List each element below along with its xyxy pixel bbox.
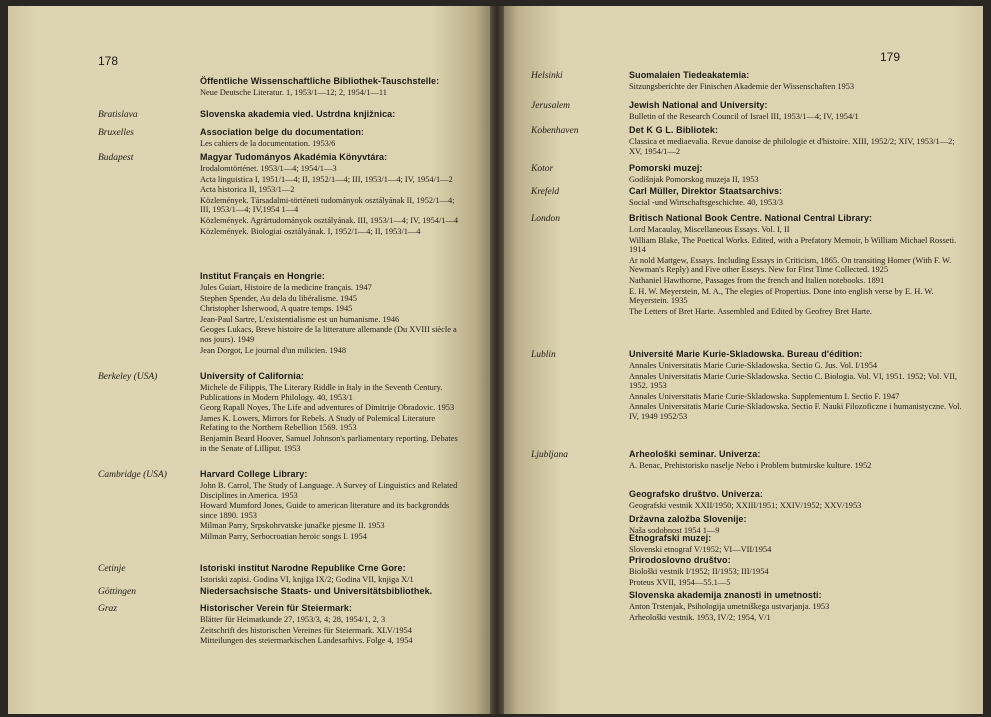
publication-item: Bulletin of the Research Council of Israel III, 1953/1—4; IV, 1954/1 [629,112,859,121]
publication-item: Biološki vestnik I/1952; II/1953; III/1954 [629,567,769,576]
publication-item: Naša sodobnost 1954 1—9 [629,526,720,535]
place-label: Kobenhaven [531,126,579,136]
catalog-entry [629,70,964,92]
publication-item: Jules Guiart, Histoire de la medicine français. 1947 [200,283,372,292]
place-label: Helsinki [531,71,563,81]
publication-item: Neue Deutsche Literatur. 1, 1953/1—12; 2, 1954/1—11 [200,88,387,97]
institution-heading: Magyar Tudományos Akadémia Könyvtára: [200,152,388,162]
institution-heading: Université Marie Kurie-Skladowska. Bureau d'édition: [629,349,863,359]
catalog-entry [629,590,964,622]
institution-heading: Etnografski muzej: [629,533,712,543]
publication-item: Arheološki vestnik. 1953, IV/2; 1954, V/1 [629,612,771,622]
catalog-entry [200,371,466,453]
publication-item: Proteus XVII, 1954—55.1—5 [629,577,731,587]
institution-heading: Državna založba Slovenije: [629,514,747,524]
institution-heading: Carl Müller, Direktor Staatsarchivs: [629,186,783,196]
institution-heading: Prirodoslovno društvo: [629,555,731,565]
catalog-entry [629,125,964,156]
institution-heading: Arheološki seminar. Univerza: [629,449,761,459]
catalog-entry [200,603,466,646]
catalog-entry [200,469,466,542]
place-label: Berkeley (USA) [98,372,158,382]
place-label: Budapest [98,153,134,163]
publication-item: The Letters of Bret Harte. Assembled and Edited by Geofrey Bret Harte. [629,306,873,316]
place-label: Cetinje [98,564,126,574]
publication-item: Annales Universitatis Marie Curie-Skladowska. Sectio C. Biologia. Vol. VI, 1951. 1952; Vol. VII, 1952. 1953 [629,371,957,391]
publication-item: Michele de Filippis, The Literary Riddle in Italy in the Seventh Century. Publications in Modern Philology. 40, 1953/1 [200,383,443,402]
catalog-entry [200,271,466,355]
publication-item: Milman Parry, Serbocroatian heroic songs I. 1954 [200,531,367,541]
catalog-entry [200,76,466,98]
publication-item: Geoges Lukacs, Breve histoire de la litterature allemande (Du XVIII siècle a nos jours). 1949 [200,325,457,344]
publication-item: Zeitschrift des historischen Vereines für Steiermark. XLV/1954 [200,625,412,635]
publication-item: Annales Universitatis Marie Curie-Skladowska. Sectio G. Jus. Vol. I/1954 [629,361,878,370]
place-label: Krefeld [531,187,560,197]
catalog-entry [200,127,466,149]
publication-item: Annales Universitatis Marie Curie-Skladowska. Supplementum I. Sectio F. 1947 [629,391,900,401]
place-label: Cambridge (USA) [98,470,167,480]
catalog-entry [629,449,964,471]
institution-heading: Det K G L. Bibliotek: [629,125,719,135]
publication-item: Nathaniel Hawthorne, Passages from the french and Italien notebooks. 1891 [629,275,885,285]
catalog-entry [629,349,964,422]
publication-item: Irodalomtörténet. 1953/1—4; 1954/1—3 [200,164,337,173]
publication-item: Georg Rapall Noyes, The Life and adventures of Dimitrije Obradovic. 1953 [200,403,455,413]
institution-heading: Öffentliche Wissenschaftliche Bibliothek-Tauschstelle: [200,76,440,86]
catalog-entry [629,100,964,122]
publication-item: Sitzungsberichte der Finischen Akademie der Wissenschaften 1953 [629,82,855,91]
publication-item: Acta historica II, 1953/1—2 [200,185,295,195]
catalog-entry [629,186,964,208]
publication-item: Slovenski etnograf V/1952; VI—VII/1954 [629,545,772,554]
publication-item: Benjamin Beard Hoover, Samuel Johnson's parliamentary reporting. Debates in the Senate of Lilliput. 1953 [200,433,458,453]
publication-item: Godišnjak Pomorskog muzeja II, 1953 [629,175,759,184]
right-page [504,6,983,714]
institution-heading: Jewish National and University: [629,100,768,110]
place-label: Göttingen [98,587,136,597]
institution-heading: Slovenska akademia vied. Ustrdna knjižnica: [200,109,396,119]
catalog-entry [629,555,964,587]
publication-item: E. H. W. Meyerstein, M. A., The elegies of Propertius. Done into english verse by E. H. W. Meyerstein. 1935 [629,286,934,306]
catalog-entry [200,563,466,585]
publication-item: Les cahiers de la documentation. 1953/6 [200,139,336,148]
catalog-entry [629,489,964,511]
page-number: 179 [880,50,901,64]
institution-heading: Geografsko društvo. Univerza: [629,489,763,499]
publication-item: Anton Trstenjak, Psihologija umetniškega ustvarjanja. 1953 [629,602,830,611]
publication-item: Milman Parry, Srpskohrvatske junačke pjesme II. 1953 [200,521,385,531]
publication-item: William Blake, The Poetical Works. Edited, with a Prefatory Memoir, b William Michael Rosseti. 1914 [629,235,957,255]
catalog-entry [629,533,964,555]
publication-item: Ar nold Mattgew, Essays. Including Essays in Criticism, 1865. On transiting Homer (With F. W. Newman's Reply) and Five other Esseys. New for First Time Collected. 1925 [629,255,952,275]
institution-heading: Harvard College Library: [200,469,308,479]
publication-item: A. Benac, Prehistorisko naselje Nebo i Problem butmirske kulture. 1952 [629,461,872,470]
publication-item: Jean-Paul Sartre, L'existentialisme est un humanisme. 1946 [200,314,400,324]
institution-heading: University of California: [200,371,305,381]
catalog-entry [629,213,964,316]
publication-item: Közlemények. Agrártudományok osztályának. III, 1953/1—4; IV, 1954/1—4 [200,215,459,225]
institution-heading: Pomorski muzej: [629,163,703,173]
open-book [8,6,983,714]
page-number: 178 [98,54,119,68]
institution-heading: Historischer Verein für Steiermark: [200,603,353,613]
place-label: Kotor [531,164,554,174]
publication-item: Istoriski zapisi. Godina VI, knjiga IX/2; Godina VII, knjiga X/1 [200,575,414,584]
institution-heading: Niedersachsische Staats- und Universitätsbibliothek. [200,586,433,596]
publication-item: Christopher Isherwood, A quatre temps. 1945 [200,304,353,314]
publication-item: Mitteilungen des steiermarkischen Landesarhivs. Folge 4, 1954 [200,636,413,646]
institution-heading: Association belge du documentation: [200,127,365,137]
place-label: Bratislava [98,110,138,120]
catalog-entry [200,152,466,236]
publication-item: Classica et mediaevalia. Revue danoise de philologie et d'histoire. XIII, 1952/2; XIV, 1953/1—2; XV, 1954/1—2 [629,137,955,156]
place-label: Lublin [531,350,556,360]
publication-item: Jean Dorgot, Le journal d'un milicien. 1948 [200,345,347,355]
publication-item: John B. Carrol, The Study of Language. A Survey of Linguistics and Related Disciplines in America. 1953 [200,481,458,500]
publication-item: Közlemények. Társadalmi-történeti tudományok osztályának II, 1952/1—4; III, 1953/1—4; IV,1954 1—4 [200,195,455,215]
institution-heading: Istoriski institut Narodne Republike Crne Gore: [200,563,406,573]
place-label: Jerusalem [531,101,571,111]
publication-item: Howard Mumford Jones, Guide to american literature and its backgrondds since 1890. 1953 [200,501,450,520]
publication-item: Közlemények. Biologiai osztályának. I, 1952/1—4; II, 1953/1—4 [200,226,421,236]
publication-item: Geografski vestnik XXII/1950; XXIII/1951; XXIV/1952; XXV/1953 [629,501,862,510]
place-label: Bruxelles [98,128,134,138]
left-page [8,6,490,714]
publication-item: James K. Lowers, Mirrors for Rebels. A Study of Polemical Literature Refating to the Northern Rebellion 1569. 1953 [200,413,436,433]
place-label: Ljubljana [531,450,568,460]
book-gutter [490,6,504,714]
publication-item: Annales Universitatis Marie Curie-Skladowska. Sectio F. Nauki Filozoficzne i humanistyczne. Vol. IV, 1949 1952/53 [629,402,962,421]
publication-item: Lord Macaulay, Miscellaneous Essays. Vol. I, II [629,225,790,234]
place-label: Graz [98,604,118,614]
catalog-entry [200,109,466,120]
institution-heading: Slovenska akademija znanosti in umetnosti: [629,590,822,600]
institution-heading: Institut Français en Hongrie: [200,271,325,281]
institution-heading: Suomalaien Tiedeakatemia: [629,70,750,80]
publication-item: Social -und Wirtschaftsgeschichte. 40, 1953/3 [629,198,783,207]
institution-heading: Britisch National Book Centre. National Central Library: [629,213,873,223]
catalog-entry [629,163,964,185]
catalog-entry [200,586,466,597]
publication-item: Stephen Spender, Au dela du libéralisme. 1945 [200,293,357,303]
publication-item: Blätter für Heimatkunde 27, 1953/3, 4; 28, 1954/1, 2, 3 [200,615,386,624]
place-label: London [531,214,561,224]
publication-item: Acta linguistica I, 1951/1—4; II, 1952/1—4; III, 1953/1—4; IV, 1954/1—2 [200,174,453,184]
